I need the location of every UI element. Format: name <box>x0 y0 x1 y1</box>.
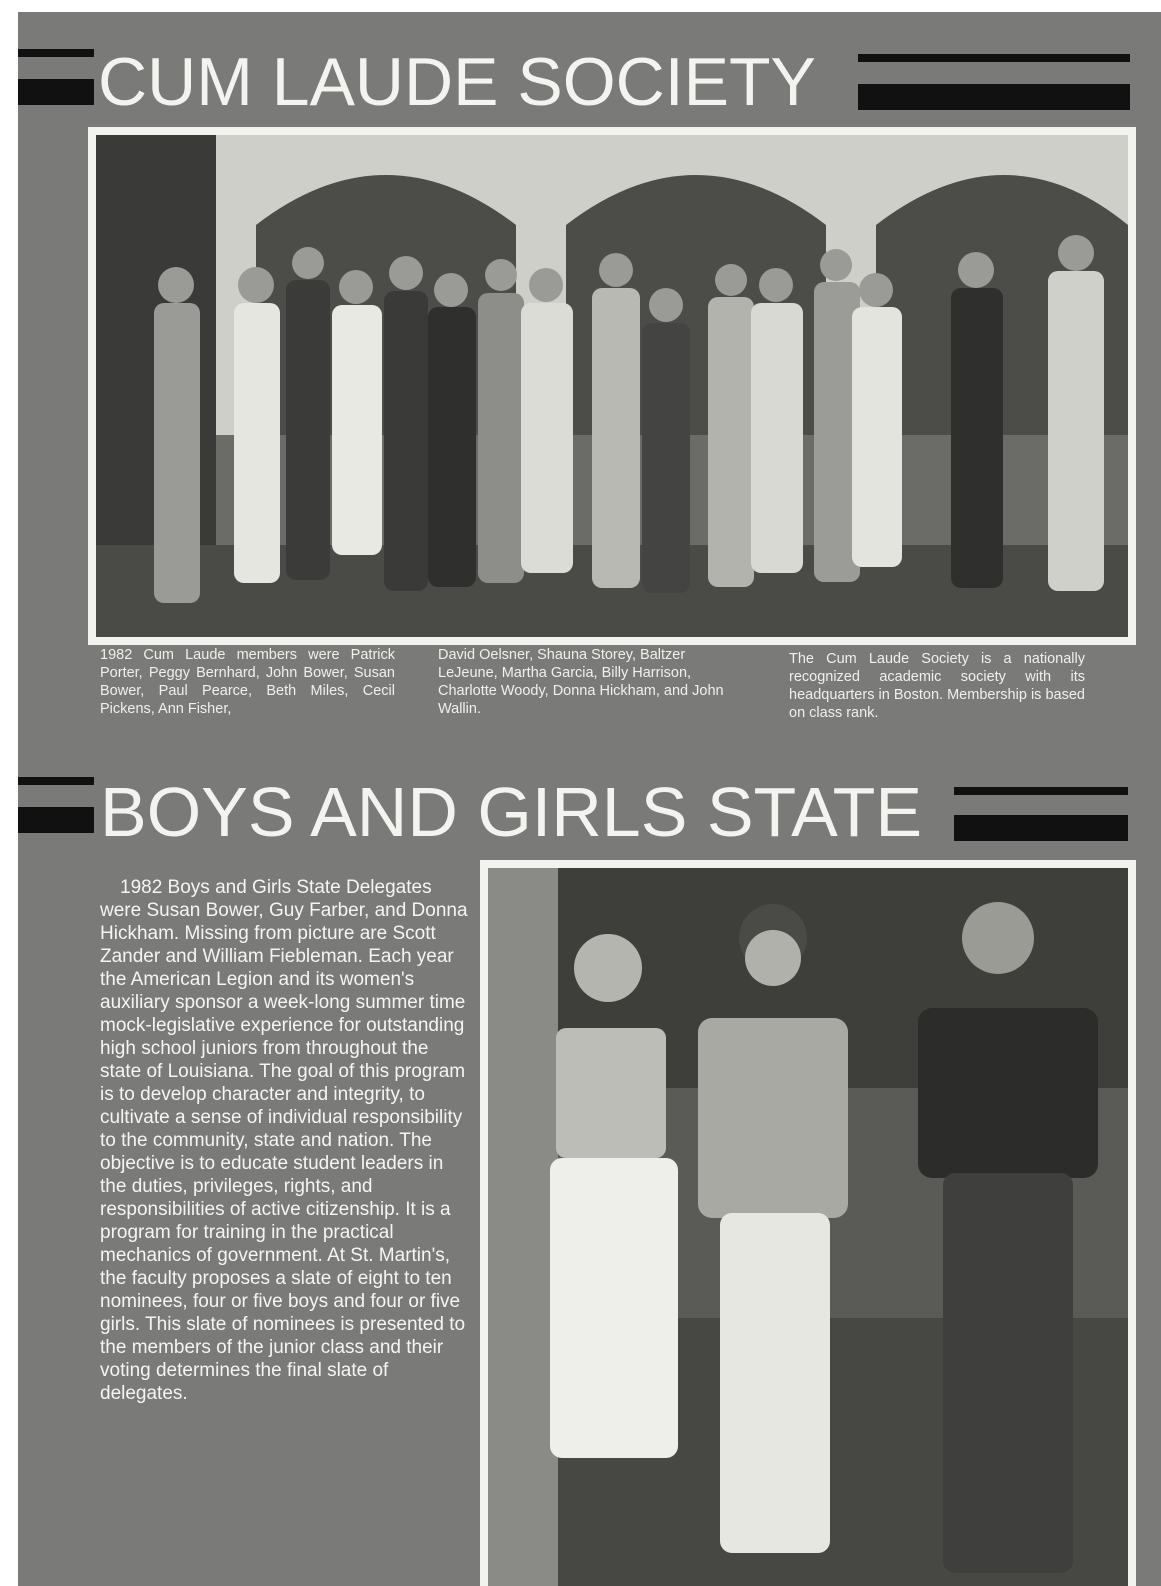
cum-laude-caption-society: The Cum Laude Society is a nationally recognized academic society with its headquarters in Boston. Membership is based on class rank. <box>789 651 1085 721</box>
heading-rule-left-thin <box>18 49 94 57</box>
cum-laude-photo-frame <box>88 127 1136 645</box>
heading-rule-right-thin <box>858 54 1130 62</box>
heading-rule-right-thin-2 <box>954 787 1128 795</box>
boys-girls-state-body: 1982 Boys and Girls State Delegates were Susan Bower, Guy Farber, and Donna Hickham. Missing from picture are Scott Zander and William Fiebleman. Each year the American Legion and its women's auxiliary sponsor a week-long summer time mock-legislative experience for outstanding high school juniors from throughout the state of Louisiana. The goal of this program is to develop character and integrity, to cultivate a sense of individual responsibility to the community, state and nation. The objective is to educate student leaders in the duties, privileges, rights, and responsibilities of active citizenship. It is a program for training in the practical mechanics of government. At St. Martin's, the faculty proposes a slate of eight to ten nominees, four or five boys and four or five girls. This slate of nominees is presented to the members of the junior class and their voting determines the final slate of delegates. <box>100 877 468 1404</box>
group-photo-illustration <box>96 135 1128 637</box>
yearbook-page <box>18 12 1161 1586</box>
heading-rule-right-thick-2 <box>954 815 1128 841</box>
cum-laude-caption-members-1: 1982 Cum Laude members were Patrick Porter, Peggy Bernhard, John Bower, Susan Bower, Paul Pearce, Beth Miles, Cecil Pickens, Ann Fisher, <box>100 647 395 717</box>
heading-rule-right-thick <box>858 84 1130 110</box>
cum-laude-group-photo <box>96 135 1128 637</box>
heading-rule-left-thick-2 <box>18 807 94 833</box>
cum-laude-caption-members-2: David Oelsner, Shauna Storey, Baltzer LeJeune, Martha Garcia, Billy Harrison, Charlotte Woody, Donna Hickham, and John Wallin. <box>438 647 724 717</box>
delegates-photo <box>488 868 1128 1586</box>
delegates-photo-illustration <box>488 868 1128 1586</box>
heading-rule-left-thick <box>18 79 94 105</box>
heading-rule-left-thin-2 <box>18 777 94 785</box>
boys-girls-state-title: BOYS AND GIRLS STATE <box>100 773 923 851</box>
cum-laude-title: CUM LAUDE SOCIETY <box>98 44 816 120</box>
boys-girls-state-photo-frame <box>480 860 1136 1586</box>
